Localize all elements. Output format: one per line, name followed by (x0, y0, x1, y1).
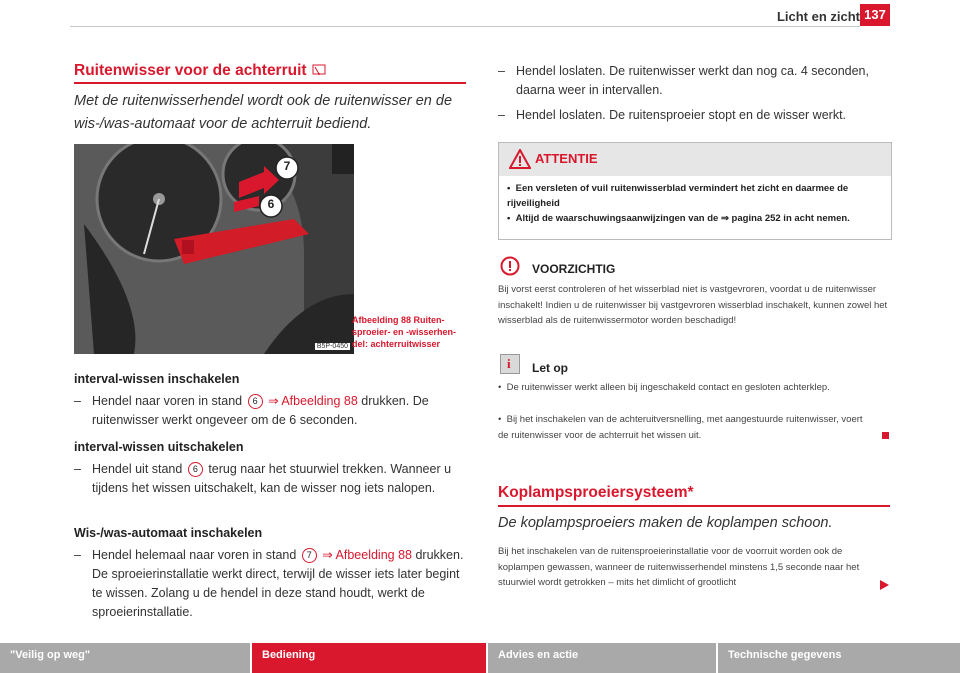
footer-tab-advice[interactable] (488, 643, 716, 673)
step-text: Hendel loslaten. De ruitensproeier stopt en de wisser werkt. (516, 108, 847, 122)
section2-rule (498, 505, 890, 507)
text: Altijd de waarschuwingsaanwijzingen van de ⇒ pagina 252 in acht nemen. (515, 213, 850, 224)
text: drukken. De sproeierinstallatie werkt direct, terwijl de wisser iets later begint te wissen. Zolang u de hendel in deze stand houdt, werkt de sproeierinstallatie. (92, 548, 464, 619)
text: Een versleten of vuil ruitenwisserblad vermindert het zicht en daarmee de rijveiligheid (507, 183, 849, 209)
warning-item-2: • Altijd de waarschuwingsaanwijzingen van de ⇒ pagina 252 in acht nemen. (507, 213, 850, 224)
text: De ruitenwisser werkt alleen bij ingeschakeld contact en gesloten achterklep. (506, 382, 830, 393)
text: Bij het inschakelen van de achteruitversnelling, met aangestuurde ruitenwisser, voert de ruitenwisser voor de achterruit het wissen uit. (498, 414, 863, 441)
page-number: 137 (860, 4, 890, 26)
position-6-badge: 6 (248, 394, 263, 409)
note-title: Let op (532, 361, 568, 375)
section2-text: Bij het inschakelen van de ruitensproeierinstallatie voor de voorruit worden ook de koplampen gewassen, wanneer de ruitenwisserhendel minstens 1,5 seconde naar het stuurwiel wordt getrokken – mits het dimlicht of grootlicht (498, 546, 860, 588)
paragraph-interval-on (74, 392, 466, 430)
footer-tab-label: Bediening (262, 649, 316, 661)
warning-triangle-icon (509, 149, 531, 174)
text: drukken. De ruitenwisser werkt ongeveer om de 6 seconden. (92, 394, 429, 427)
section-lead: Met de ruitenwisserhendel wordt ook de ruitenwisser en de wis-/was-automaat voor de achterruit bediend. (74, 93, 453, 132)
note-item-2: • Bij het inschakelen van de achteruitversnelling, met aangestuurde ruitenwisser, voert de ruitenwisser voor de achterruit het wissen uit. (498, 414, 863, 441)
wiper-lever-figure (74, 144, 354, 354)
footer-tab-technical[interactable] (718, 643, 960, 673)
dash-bullet: – (74, 462, 81, 476)
caution-icon (500, 256, 520, 281)
callout-7: 7 (283, 159, 291, 173)
position-7-badge: 7 (302, 548, 317, 563)
step-release-1 (498, 62, 890, 100)
info-icon: i (500, 354, 520, 374)
caution-title: VOORZICHTIG (532, 262, 616, 276)
warning-header (499, 143, 891, 176)
step-text: Hendel loslaten. De ruitenwisser werkt dan nog ca. 4 seconden, daarna weer in intervallen. (516, 64, 869, 97)
position-6-badge: 6 (188, 462, 203, 477)
footer-tab-safety[interactable] (0, 643, 250, 673)
warning-item-1: • Een versleten of vuil ruitenwisserblad vermindert het zicht en daarmee de rijveiligheid (507, 183, 849, 209)
chapter-title: Licht en zicht (776, 9, 860, 24)
end-marker (882, 432, 889, 439)
figure-link[interactable]: ⇒ Afbeelding 88 (322, 548, 412, 562)
text: Hendel naar voren in stand (92, 394, 243, 408)
heading-wash-wipe: Wis-/was-automaat inschakelen (74, 526, 263, 540)
figure-code: B5P-0450 (316, 343, 348, 350)
heading-interval-on: interval-wissen inschakelen (74, 372, 240, 386)
section-title (74, 62, 327, 80)
callout-6: 6 (267, 197, 275, 211)
warning-title: ATTENTIE (535, 151, 598, 166)
footer-tab-label: Advies en actie (498, 649, 579, 661)
footer-tab-label: Technische gegevens (728, 649, 842, 661)
dash-bullet: – (74, 394, 81, 408)
heading-interval-off: interval-wissen uitschakelen (74, 440, 244, 454)
rear-wiper-icon (311, 62, 327, 79)
paragraph-wash-wipe (74, 546, 466, 622)
step-release-2 (498, 106, 890, 125)
section2-title: Koplampsproeiersysteem* (498, 484, 694, 501)
note-item-1: • De ruitenwisser werkt alleen bij ingeschakeld contact en gesloten achterklep. (498, 382, 830, 393)
figure-link[interactable]: ⇒ Afbeelding 88 (268, 394, 358, 408)
text: Hendel helemaal naar voren in stand (92, 548, 297, 562)
section-rule (74, 82, 466, 84)
dash-bullet: – (498, 64, 505, 78)
dash-bullet: – (74, 548, 81, 562)
paragraph-interval-off (74, 460, 466, 498)
footer-tab-operation[interactable] (252, 643, 486, 673)
warning-box (498, 142, 892, 240)
text: Hendel uit stand (92, 462, 183, 476)
dash-bullet: – (498, 108, 505, 122)
header-rule (70, 26, 860, 27)
caution-text: Bij vorst eerst controleren of het wisserblad niet is vastgevroren, voordat u de ruitenwisser inschakelt! Indien u de ruitenwisser bij vastgevroren wisserblad inschakelt, kunnen zowel het wisserblad als de ruitenwissermotor worden beschadigd! (498, 284, 888, 326)
text: terug naar het stuurwiel trekken. Wanneer u tijdens het wissen uitschakelt, kan de wisser nog iets nalopen. (92, 462, 452, 495)
figure-caption: Afbeelding 88 Ruiten-sproeier- en -wisserhen-del: achterruitwisser (352, 315, 457, 349)
section-title-text: Ruitenwisser voor de achterruit (74, 62, 307, 79)
continue-arrow-icon (880, 577, 889, 595)
footer-tab-label: "Veilig op weg" (10, 649, 91, 661)
wiper-lever-illustration (74, 144, 354, 354)
section2-lead: De koplampsproeiers maken de koplampen schoon. (498, 515, 833, 531)
